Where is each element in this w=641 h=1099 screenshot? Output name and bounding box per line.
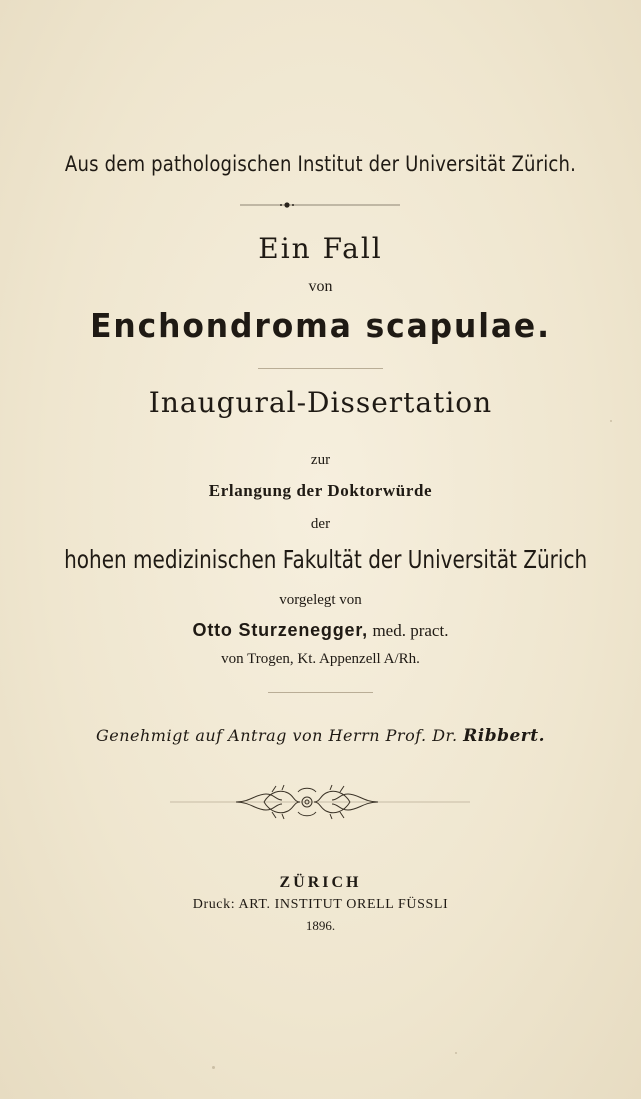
title-ein-fall: Ein Fall — [258, 232, 383, 265]
paper-foxing-spot — [455, 1052, 457, 1054]
institute-line: Aus dem pathologischen Institut der Universität Zürich. — [64, 152, 577, 176]
small-divider-ornament — [240, 200, 400, 210]
imprint-city: ZÜRICH — [279, 874, 362, 891]
flourish-ornament — [170, 784, 470, 820]
faculty-line: hohen medizinischen Fakultät der Universität Zürich — [64, 545, 588, 574]
dissertation-title: Inaugural-Dissertation — [148, 386, 493, 419]
imprint-printer: Druck: ART. INSTITUT ORELL FÜSSLI — [192, 897, 449, 912]
author-degree: med. pract. — [372, 621, 449, 640]
der-text: der — [310, 516, 331, 532]
approval-text: Genehmigt auf Antrag von Herrn Prof. Dr. — [95, 726, 458, 745]
approval-professor: Ribbert. — [463, 726, 546, 746]
imprint-year: 1896. — [305, 918, 336, 933]
author-origin: von Trogen, Kt. Appenzell A/Rh. — [221, 651, 420, 667]
vorgelegt-text: vorgelegt von — [279, 592, 362, 608]
von-text: von — [308, 278, 333, 295]
paper-foxing-spot — [610, 420, 612, 422]
main-title: Enchondroma scapulae. — [90, 306, 551, 345]
divider-rule-2 — [268, 692, 373, 693]
divider-rule-1 — [258, 368, 383, 369]
author-line — [0, 620, 641, 641]
author-name: Otto Sturzenegger, — [192, 620, 368, 640]
zur-text: zur — [310, 452, 331, 468]
paper-foxing-spot — [212, 1066, 215, 1069]
erlangung-text: Erlangung der Doktorwürde — [208, 481, 433, 500]
approval-line — [0, 726, 641, 746]
